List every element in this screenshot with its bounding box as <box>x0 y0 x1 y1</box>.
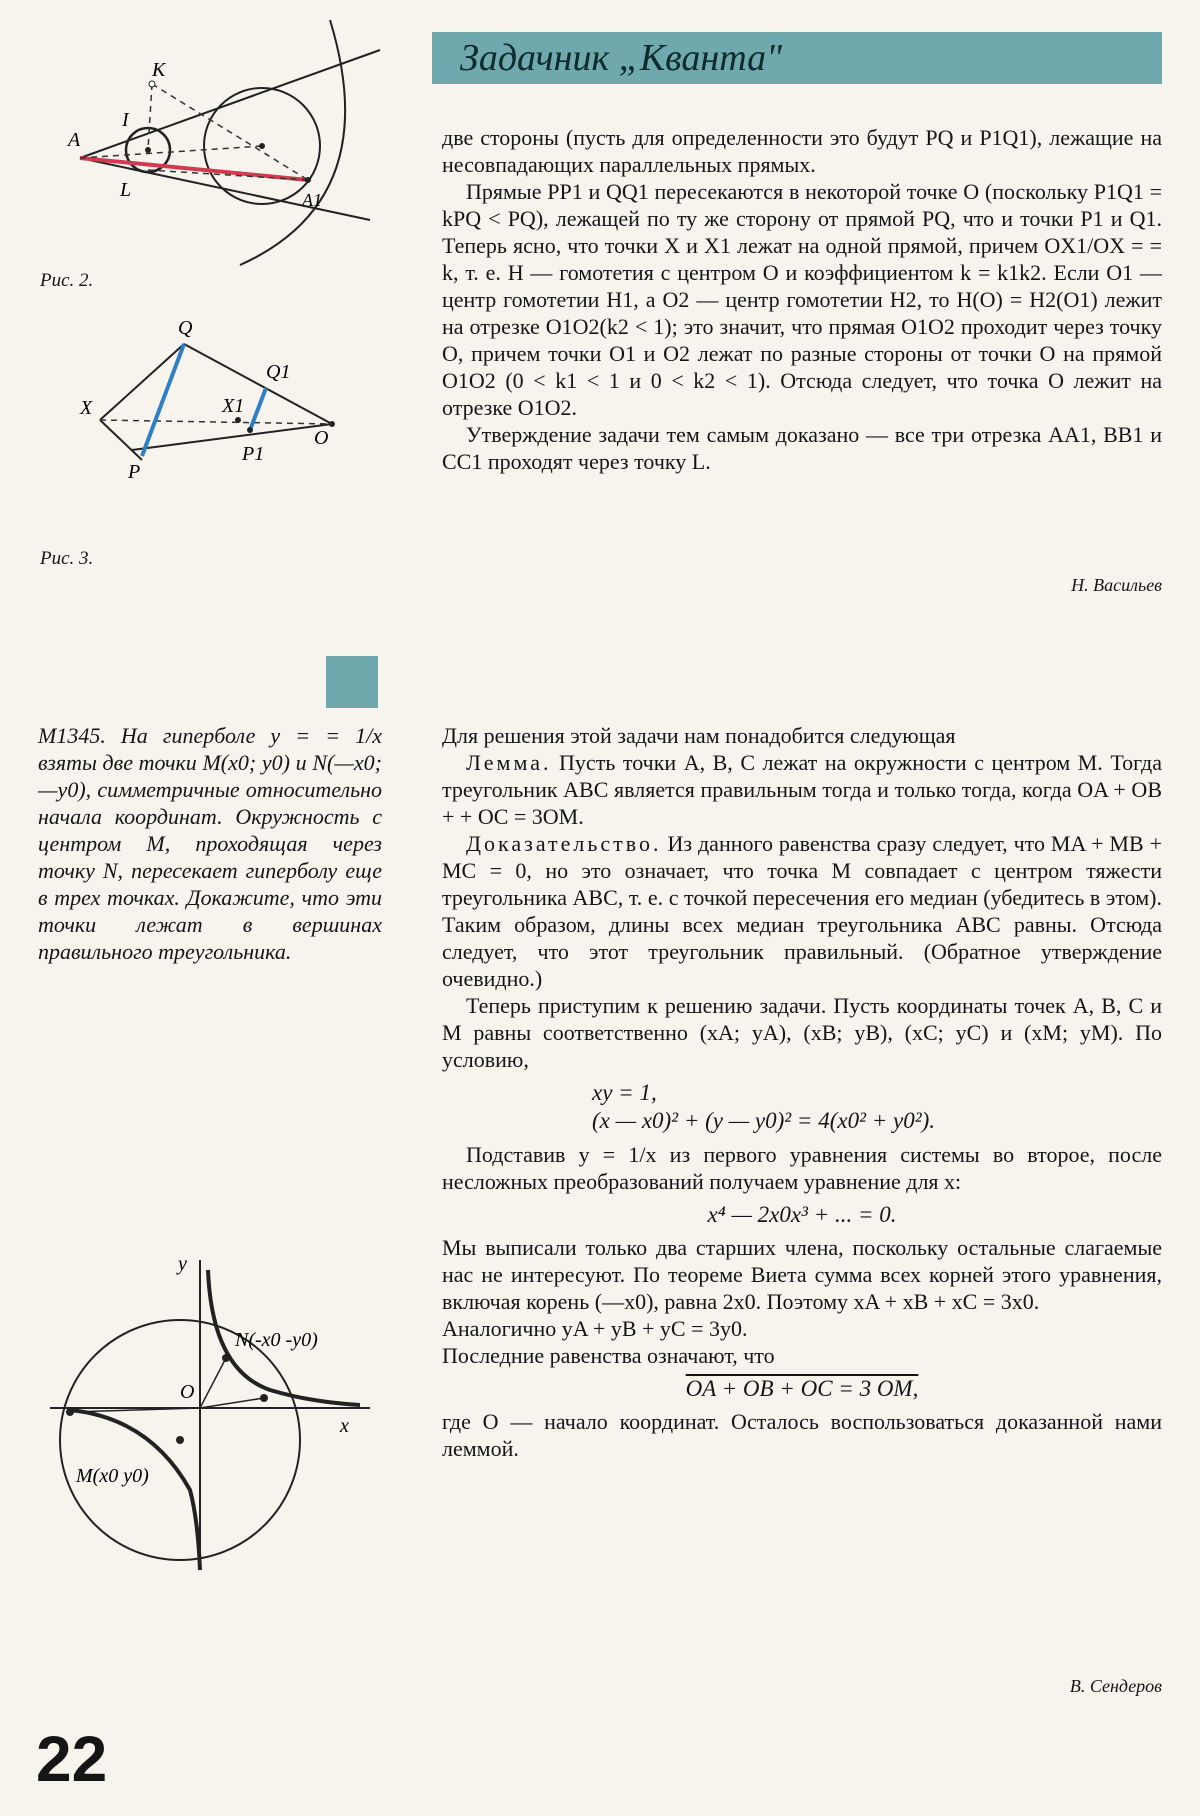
proof-text: Из данного равенства сразу следует, что MA + MB + MC = 0, но это означает, что точка M совпадает с центром тяжести треугольника ABC, т. е. с точкой пересечения его медиан (убедитесь в этом). Таким образом, длины всех медиан треугольника ABC равны. Отсюда следует, что этот треугольник правильный. (Обратное утверждение очевидно.) <box>442 831 1163 991</box>
figure-2 <box>40 20 420 270</box>
vector-equation: OA + OB + OC = 3 OM, <box>685 1376 919 1401</box>
system-line-1: xy = 1, <box>592 1080 657 1105</box>
quartic-equation: x⁴ — 2x0x³ + ... = 0. <box>707 1202 897 1227</box>
top-article-author: Н. Васильев <box>1071 575 1162 595</box>
top-article-p2: Прямые PP1 и QQ1 пересекаются в некоторой точке O (поскольку P1Q1 = kPQ < PQ), лежащей по ту же сторону от прямой PQ, что и точки P1 и Q1. Теперь ясно, что точки X и X1 лежат на одной прямой, причем OX1/OX = = k, т. е. H — гомотетия с центром O и коэффициентом k = k1k2. Если O1 — центр гомотетии H1, а O2 — центр гомотетии H2, то H(O) = H2(O1) лежит на отрезке O1O2(k2 < 1); это значит, что прямая O1O2 проходит через точку O, причем точки O1 и O2 лежат по разные стороны от точки O на прямой O1O2 (0 < k1 < 1 и 0 < k2 < 1). Отсюда следует, что точка O лежит на отрезке O1O2. <box>442 179 1162 420</box>
fig2-dash-2 <box>148 84 152 150</box>
fig3-px-left <box>100 420 142 460</box>
fig2-label-i: I <box>122 109 129 131</box>
fig4-vec-n <box>200 1358 226 1408</box>
header-banner <box>432 32 1162 84</box>
fig4-hyperbola-lower <box>70 1410 200 1570</box>
fig3-p-o <box>132 424 332 450</box>
page-number: 22 <box>36 1723 108 1795</box>
fig4-label-y: y <box>178 1253 187 1275</box>
problem-marker <box>326 656 378 708</box>
solution-proof <box>442 830 1162 992</box>
fig2-arc <box>240 20 345 265</box>
fig4-point-b <box>66 1408 74 1416</box>
fig2-label-a1: A1 <box>302 190 322 210</box>
fig4-vec-a <box>200 1398 264 1408</box>
fig3-label-p: P <box>128 461 141 483</box>
solution-p5: Аналогично yA + yB + yC = 3y0. <box>442 1316 748 1341</box>
fig4-label-x: x <box>340 1415 349 1437</box>
solution-p1: Для решения этой задачи нам понадобится следующая <box>442 723 956 748</box>
fig4-point-m <box>176 1436 184 1444</box>
fig2-label-a: A <box>68 129 81 151</box>
proof-word: Доказательство. <box>466 831 662 856</box>
solution-p4: Мы выписали только два старших члена, поскольку остальные слагаемые нас не интересуют. По теореме Виета сумма всех корней этого уравнения, включая корень (—x0), равна 2x0. Поэтому xA + xB + xC = 3x0. <box>442 1235 1162 1314</box>
fig2-point-center <box>145 147 151 153</box>
fig3-label-x1: X1 <box>222 395 245 417</box>
fig3-label-q: Q <box>178 320 193 339</box>
solution-article <box>442 722 1162 1462</box>
top-article-p3: Утверждение задачи тем самым доказано — все три отрезка AA1, BB1 и CC1 проходят через точку L. <box>442 422 1162 474</box>
fig4-label-o: O <box>180 1381 195 1403</box>
lemma-text: Пусть точки A, B, C лежат на окружности с центром M. Тогда треугольник ABC является правильным тогда и только тогда, когда OA + OB + + OC = 3OM. <box>442 750 1163 829</box>
fig3-label-x: X <box>80 397 93 419</box>
fig3-caption: Рис. 3. <box>40 548 94 569</box>
fig3-pq-blue <box>142 344 184 456</box>
fig2-caption: Рис. 2. <box>40 270 94 291</box>
solution-p6: Последние равенства означают, что <box>442 1343 775 1368</box>
fig3-x-o-dash <box>100 420 332 424</box>
fig2-point-center2 <box>259 143 265 149</box>
solution-p2: Теперь приступим к решению задачи. Пусть координаты точек A, B, C и M равны соответственно (xA; yA), (xB; yB), (xC; yC) и (xM; yM). По условию, <box>442 993 1162 1072</box>
top-article-p1: две стороны (пусть для определенности это будут PQ и P1Q1), лежащие на несовпадающих параллельных прямых. <box>442 125 1162 177</box>
fig4-label-n: N(-x0 -y0) <box>235 1329 318 1351</box>
fig2-upper-ray <box>80 50 380 158</box>
fig2-point-k <box>149 81 155 87</box>
fig2-red-segment <box>80 158 308 180</box>
solution-lemma <box>442 749 1162 830</box>
lemma-word: Лемма. <box>466 750 552 775</box>
solution-author: В. Сендеров <box>1069 1676 1162 1696</box>
top-article <box>442 124 1162 475</box>
fig3-point-p1 <box>247 427 253 433</box>
figure-3 <box>70 320 370 500</box>
fig3-p1q1-blue <box>250 388 266 430</box>
fig3-label-p1: P1 <box>242 443 265 465</box>
equation-system <box>442 1079 1162 1135</box>
problem-statement: M1345. На гиперболе y = = 1/x взяты две точки M(x0; y0) и N(—x0; —y0), симметричные относительно начала координат. Окружность с центром M, проходящая через точку N, пересекает гиперболу еще в трех точках. Докажите, что эти точки лежат в вершинах правильного треугольника. <box>38 723 382 964</box>
system-line-2: (x — x0)² + (y — y0)² = 4(x0² + y0²). <box>592 1108 936 1133</box>
fig2-label-k: K <box>152 59 166 81</box>
solution-p3: Подставив y = 1/x из первого уравнения системы во второе, после несложных преобразований получаем уравнение для x: <box>442 1142 1162 1194</box>
fig4-label-m: M(x0 y0) <box>76 1465 149 1487</box>
fig2-point-a1 <box>305 177 311 183</box>
fig4-point-n <box>222 1354 230 1362</box>
fig3-label-o: O <box>314 427 329 449</box>
fig3-label-q1: Q1 <box>266 361 291 383</box>
fig4-point-a <box>260 1394 268 1402</box>
fig2-label-l: L <box>120 179 132 201</box>
figure-4 <box>40 1250 400 1580</box>
banner-title: Задачник „Кванта" <box>460 37 783 79</box>
fig3-point-x1 <box>235 417 241 423</box>
fig3-point-o <box>329 421 335 427</box>
solution-p7: где O — начало координат. Осталось воспользоваться доказанной нами леммой. <box>442 1409 1162 1461</box>
